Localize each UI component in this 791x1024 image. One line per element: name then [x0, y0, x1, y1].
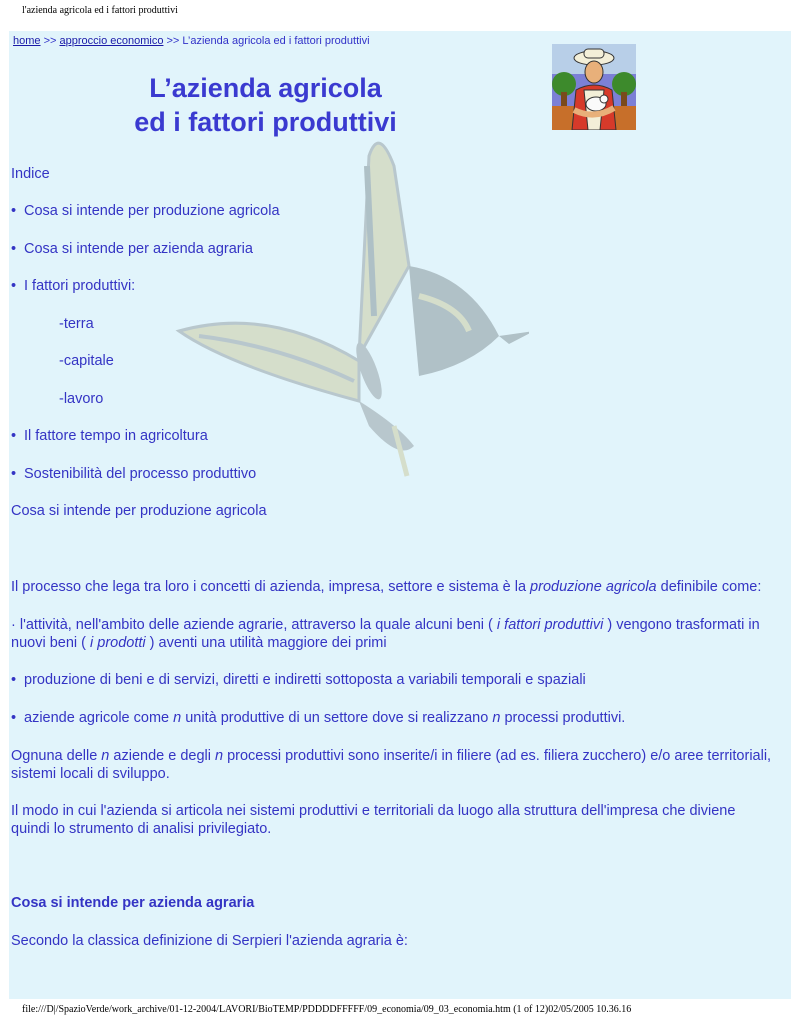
farmer-clipart-image — [552, 44, 636, 130]
index-subitem-terra[interactable]: -terra — [59, 316, 94, 332]
title-line-1: L’azienda agricola — [149, 73, 382, 103]
paragraph-processo — [11, 578, 776, 596]
bullet: • — [11, 466, 17, 482]
paragraph-serpieri: Secondo la classica definizione di Serpieri l'azienda agraria è: — [11, 933, 408, 949]
paragraph-modo: Il modo in cui l'azienda si articola nei sistemi produttivi e territoriali da luogo alla struttura dell'impresa che diviene quindi lo strumento di analisi privilegiato. — [11, 803, 736, 837]
emphasis: n — [214, 748, 224, 764]
bullet: • — [11, 203, 17, 219]
text: · l'attività, nell'ambito delle aziende agrarie, attraverso la quale alcuni beni ( — [11, 617, 497, 633]
text: processi produttivi sono inserite/i in filiere (ad es. filiera zucchero) e/o aree territoriali, sistemi locali di sviluppo. — [11, 748, 772, 782]
emphasis: produzione agricola — [530, 579, 657, 595]
section-heading-azienda-agraria: Cosa si intende per azienda agraria — [11, 895, 255, 911]
page-title — [9, 71, 522, 139]
emphasis: n — [101, 748, 110, 764]
breadcrumb-approccio-link[interactable]: approccio economico — [59, 35, 164, 47]
text: definibile come: — [656, 579, 762, 595]
emphasis: n — [173, 710, 182, 726]
emphasis: i prodotti — [90, 635, 146, 651]
bullet: • — [11, 278, 17, 294]
text: ) vengono trasformati in nuovi beni ( — [11, 617, 760, 651]
bullet-text: produzione di beni e di servizi, diretti e indiretti sottoposta a variabili temporali e spaziali — [24, 672, 586, 688]
bullet: • — [11, 710, 17, 726]
breadcrumb-home-link[interactable]: home — [13, 35, 41, 47]
index-item[interactable] — [11, 241, 253, 257]
page-content — [9, 31, 791, 999]
text: aziende agricole come — [24, 710, 174, 726]
text: aziende e degli — [109, 748, 215, 764]
index-item-label: Cosa si intende per azienda agraria — [24, 241, 253, 257]
bullet: • — [11, 672, 17, 688]
title-line-2: ed i fattori produttivi — [134, 107, 397, 137]
text: Ognuna delle — [11, 748, 102, 764]
index-item[interactable] — [11, 428, 208, 444]
index-subitem-lavoro[interactable]: -lavoro — [59, 391, 104, 407]
index-item-label: Sostenibilità del processo produttivo — [24, 466, 257, 482]
index-heading: Indice — [11, 166, 50, 182]
breadcrumb — [13, 35, 370, 47]
bullet-produzione-beni — [11, 672, 586, 688]
bullet: • — [11, 428, 17, 444]
butterfly-watermark — [169, 126, 529, 486]
text: ) aventi una utilità maggiore dei primi — [145, 635, 387, 651]
index-item-label: I fattori produttivi: — [24, 278, 136, 294]
breadcrumb-separator: >> — [40, 35, 60, 47]
print-footer: file:///D|/SpazioVerde/work_archive/01-12-2004/LAVORI/BioTEMP/PDDDDFFFFF/09_economia/09_03_economia.htm (1 of 12)02/05/2005 10.36.16 — [22, 1004, 632, 1015]
section-heading-produzione: Cosa si intende per produzione agricola — [11, 503, 267, 519]
emphasis: n — [492, 710, 501, 726]
bullet-aziende-agricole — [11, 710, 625, 726]
text: processi produttivi. — [500, 710, 626, 726]
index-item-label: Cosa si intende per produzione agricola — [24, 203, 280, 219]
index-item[interactable] — [11, 466, 256, 482]
paragraph-attivita — [11, 616, 776, 652]
print-header: l'azienda agricola ed i fattori produttivi — [22, 5, 178, 16]
bullet-text — [11, 710, 625, 726]
text: unità produttive di un settore dove si realizzano — [181, 710, 493, 726]
paragraph-ognuna — [11, 747, 776, 783]
index-subitem-capitale[interactable]: -capitale — [59, 353, 114, 369]
index-item-label: Il fattore tempo in agricoltura — [24, 428, 208, 444]
bullet: • — [11, 241, 17, 257]
index-item[interactable] — [11, 203, 280, 219]
index-item[interactable] — [11, 278, 135, 294]
text: Il processo che lega tra loro i concetti di azienda, impresa, settore e sistema è la — [11, 579, 531, 595]
breadcrumb-current: >> L’azienda agricola ed i fattori produttivi — [163, 35, 370, 47]
emphasis: i fattori produttivi — [496, 617, 604, 633]
